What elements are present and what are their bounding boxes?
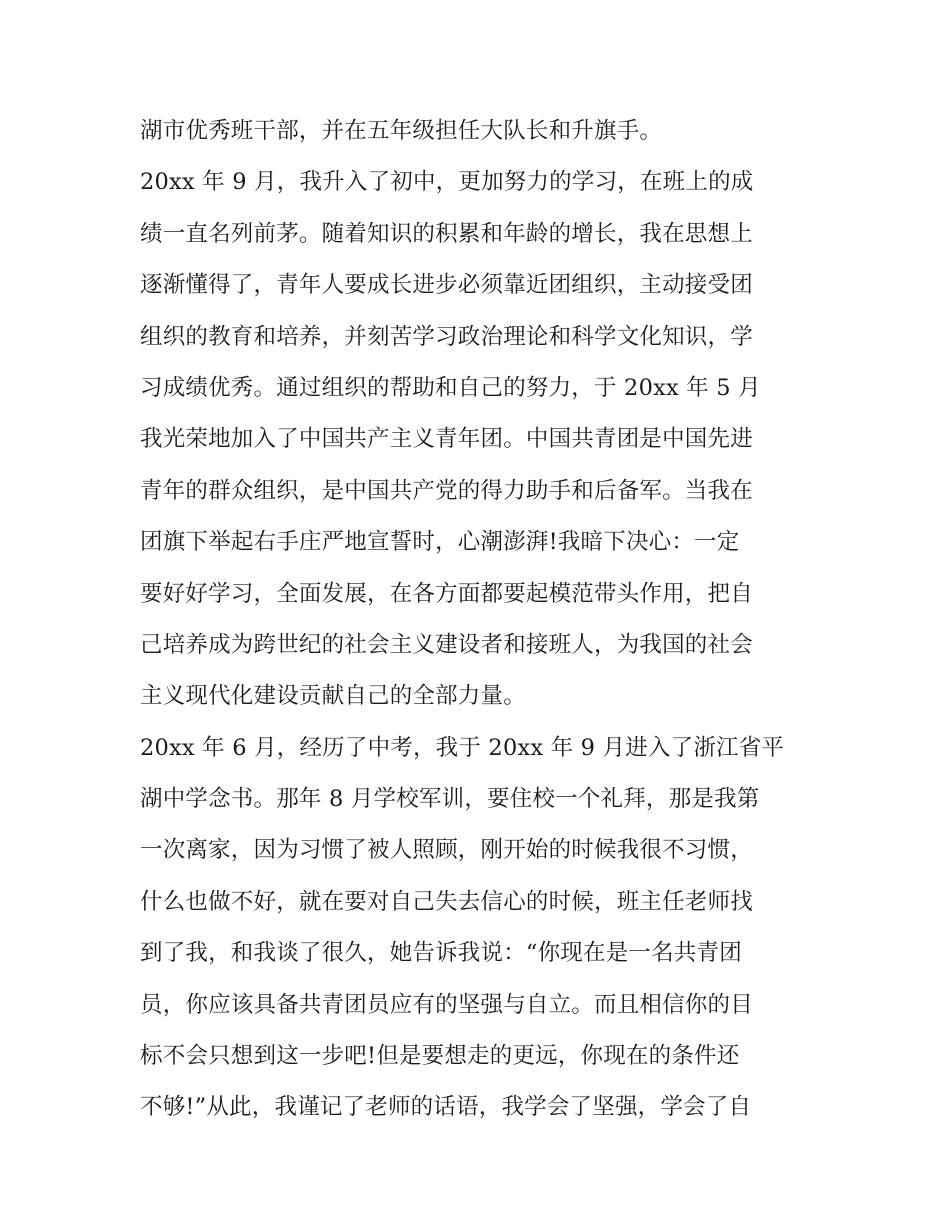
text-line: 组织的教育和培养，并刻苦学习政治理论和科学文化知识，学	[140, 323, 753, 350]
text-line: 青年的群众组织，是中国共产党的得力助手和后备军。当我在	[140, 477, 753, 504]
text-line: 逐渐懂得了，青年人要成长进步必须靠近团组织，主动接受团	[140, 272, 753, 299]
text-line: 主义现代化建设贡献自己的全部力量。	[140, 683, 526, 710]
text-line: 我光荣地加入了中国共产主义青年团。中国共青团是中国先进	[140, 426, 753, 453]
text-line: 团旗下举起右手庄严地宣誓时，心潮澎湃!我暗下决心：一定	[140, 529, 740, 556]
text-line: 绩一直名列前茅。随着知识的积累和年龄的增长，我在思想上	[140, 220, 753, 247]
text-line: 湖中学念书。那年 8 月学校军训，要住校一个礼拜，那是我第	[140, 786, 760, 813]
text-line: 要好好学习，全面发展，在各方面都要起模范带头作用，把自	[140, 580, 753, 607]
text-line: 20xx 年 9 月，我升入了初中，更加努力的学习，在班上的成	[140, 169, 754, 196]
text-line: 什么也做不好，就在要对自己失去信心的时候，班主任老师找	[140, 888, 753, 915]
text-line: 标不会只想到这一步吧!但是要想走的更远，你现在的条件还	[140, 1043, 740, 1070]
document-body	[140, 106, 816, 1134]
text-line: 到了我，和我谈了很久，她告诉我说：“你现在是一名共青团	[140, 940, 742, 967]
text-line: 20xx 年 6 月，经历了中考，我于 20xx 年 9 月进入了浙江省平	[140, 734, 785, 761]
text-line: 员，你应该具备共青团员应有的坚强与自立。而且相信你的目	[140, 991, 753, 1018]
text-line: 不够!”从此，我谨记了老师的话语，我学会了坚强，学会了自	[140, 1094, 752, 1121]
text-line: 湖市优秀班干部，并在五年级担任大队长和升旗手。	[140, 118, 663, 144]
text-line: 习成绩优秀。通过组织的帮助和自己的努力，于 20xx 年 5 月	[140, 374, 761, 401]
text-line: 己培养成为跨世纪的社会主义建设者和接班人，为我国的社会	[140, 631, 753, 658]
text-line: 一次离家，因为习惯了被人照顾，刚开始的时候我很不习惯，	[140, 837, 753, 864]
